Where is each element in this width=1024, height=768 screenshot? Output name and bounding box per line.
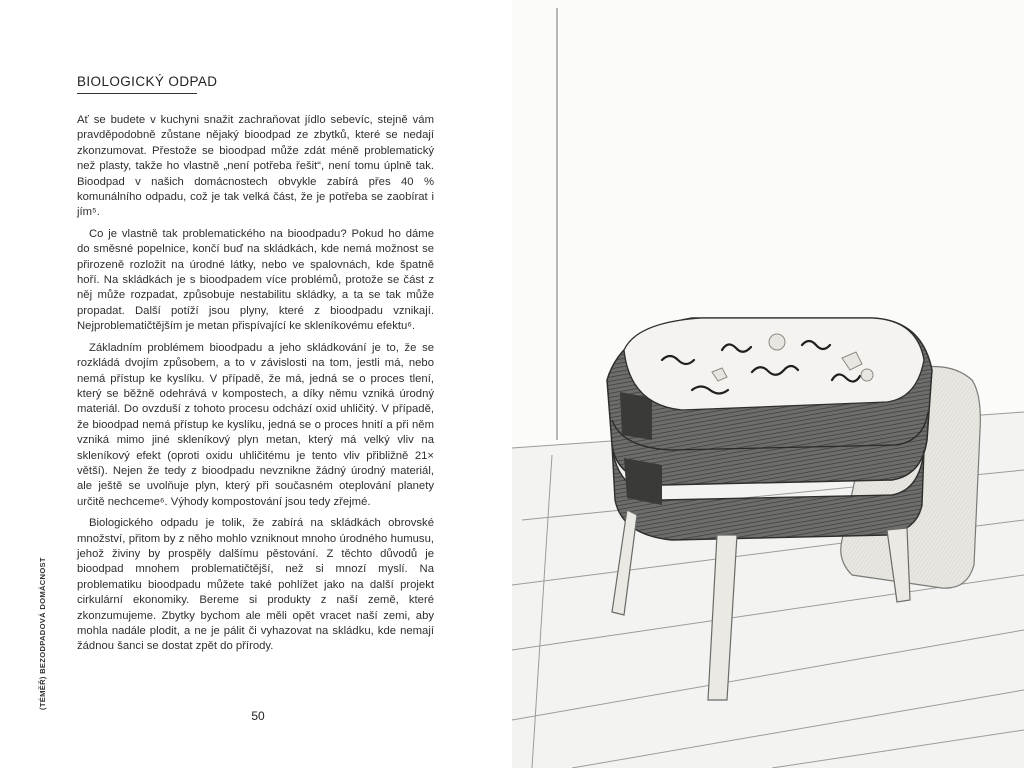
paragraph-2: Co je vlastně tak problematického na bioodpadu? Pokud ho dáme do směsné popelnice, končí buď na skládkách, kde nemá možnost se přirozeně rozložit na úrodné látky, nebo ve spalovnách, kde špatně hoří. Na skládkách je s bioodpadem více problémů, protože se část z něj může rozpadat, způsobuje nestabilitu skládky, a ta se tak může propadat. Další potíží jsou plyny, které z bioodpadu vznikají. Nejproblematičtějším je metan přispívající ke skleníkovému efektu⁶. [77, 227, 434, 333]
body-text [77, 113, 434, 661]
right-page [512, 0, 1024, 768]
page-number: 50 [251, 709, 265, 723]
paragraph-1: Ať se budete v kuchyni snažit zachraňovat jídlo sebevíc, stejně vám pravděpodobně zůstane nějaký bioodpad ze zbytků, které se nedají zkonzumovat. Přestože se bioodpad může zdát méně problematický než plasty, takže ho vlastně „není potřeba řešit“, není tomu úplně tak. Bioodpad v našich domácnostech obvykle zabírá přes 40 % komunálního odpadu, což je tak velká část, že je potřeba se zaobírat i jím⁵. [77, 114, 434, 219]
compost-bin-illustration-icon [512, 0, 1024, 768]
section-heading: BIOLOGICKÝ ODPAD [77, 74, 218, 89]
running-head: (TÉMĚŘ) BEZODPADOVÁ DOMÁCNOST [38, 557, 47, 710]
heading-underline [77, 93, 197, 94]
paragraph-3: Základním problémem bioodpadu a jeho skládkování je to, že se rozkládá dvojím způsobem, a to v závislosti na tom, jestli má, nebo nemá přístup ke kyslíku. V případě, že má, jedná se o proces tlení, který se běžně odehrává v kompostech, a díky němu vzniká úrodný materiál. Do ovzduší z tohoto procesu odchází oxid uhličitý. V případě, že bioodpad nemá přístup ke kyslíku, jedná se o proces hnití a při něm vzniká mimo jiné skleníkový plyn metan, který má velký vliv na skleníkový efekt (oproti oxidu uhličitému je tento vliv přibližně 21× větší). Nejen že tedy z bioodpadu nevznikne žádný úrodný materiál, ale ještě se uvolňuje plyn, který při současném oteplování planety určitě nechceme⁶. Výhody kompostování jsou tedy zřejmé. [77, 341, 434, 508]
paragraph-4: Biologického odpadu je tolik, že zabírá na skládkách obrovské množství, přitom by z něho mohlo vzniknout mnoho úrodného humusu, jehož živiny by prospěly dalšímu pěstování. Z těchto důvodů je bioodpad mnohem problematičtější, než si mnozí myslí. Na problematiku bioodpadu můžete také pohlížet jako na další projekt cirkulární ekonomiky. Bereme si produkty z naší země, které zkonzumujeme. Zbytky bychom ale měli opět vracet naší zemi, aby mohla nadále plodit, a ne je pálit či vyhazovat na skládku, kde nemají žádnou šanci se dostat zpět do přírody. [77, 517, 434, 653]
